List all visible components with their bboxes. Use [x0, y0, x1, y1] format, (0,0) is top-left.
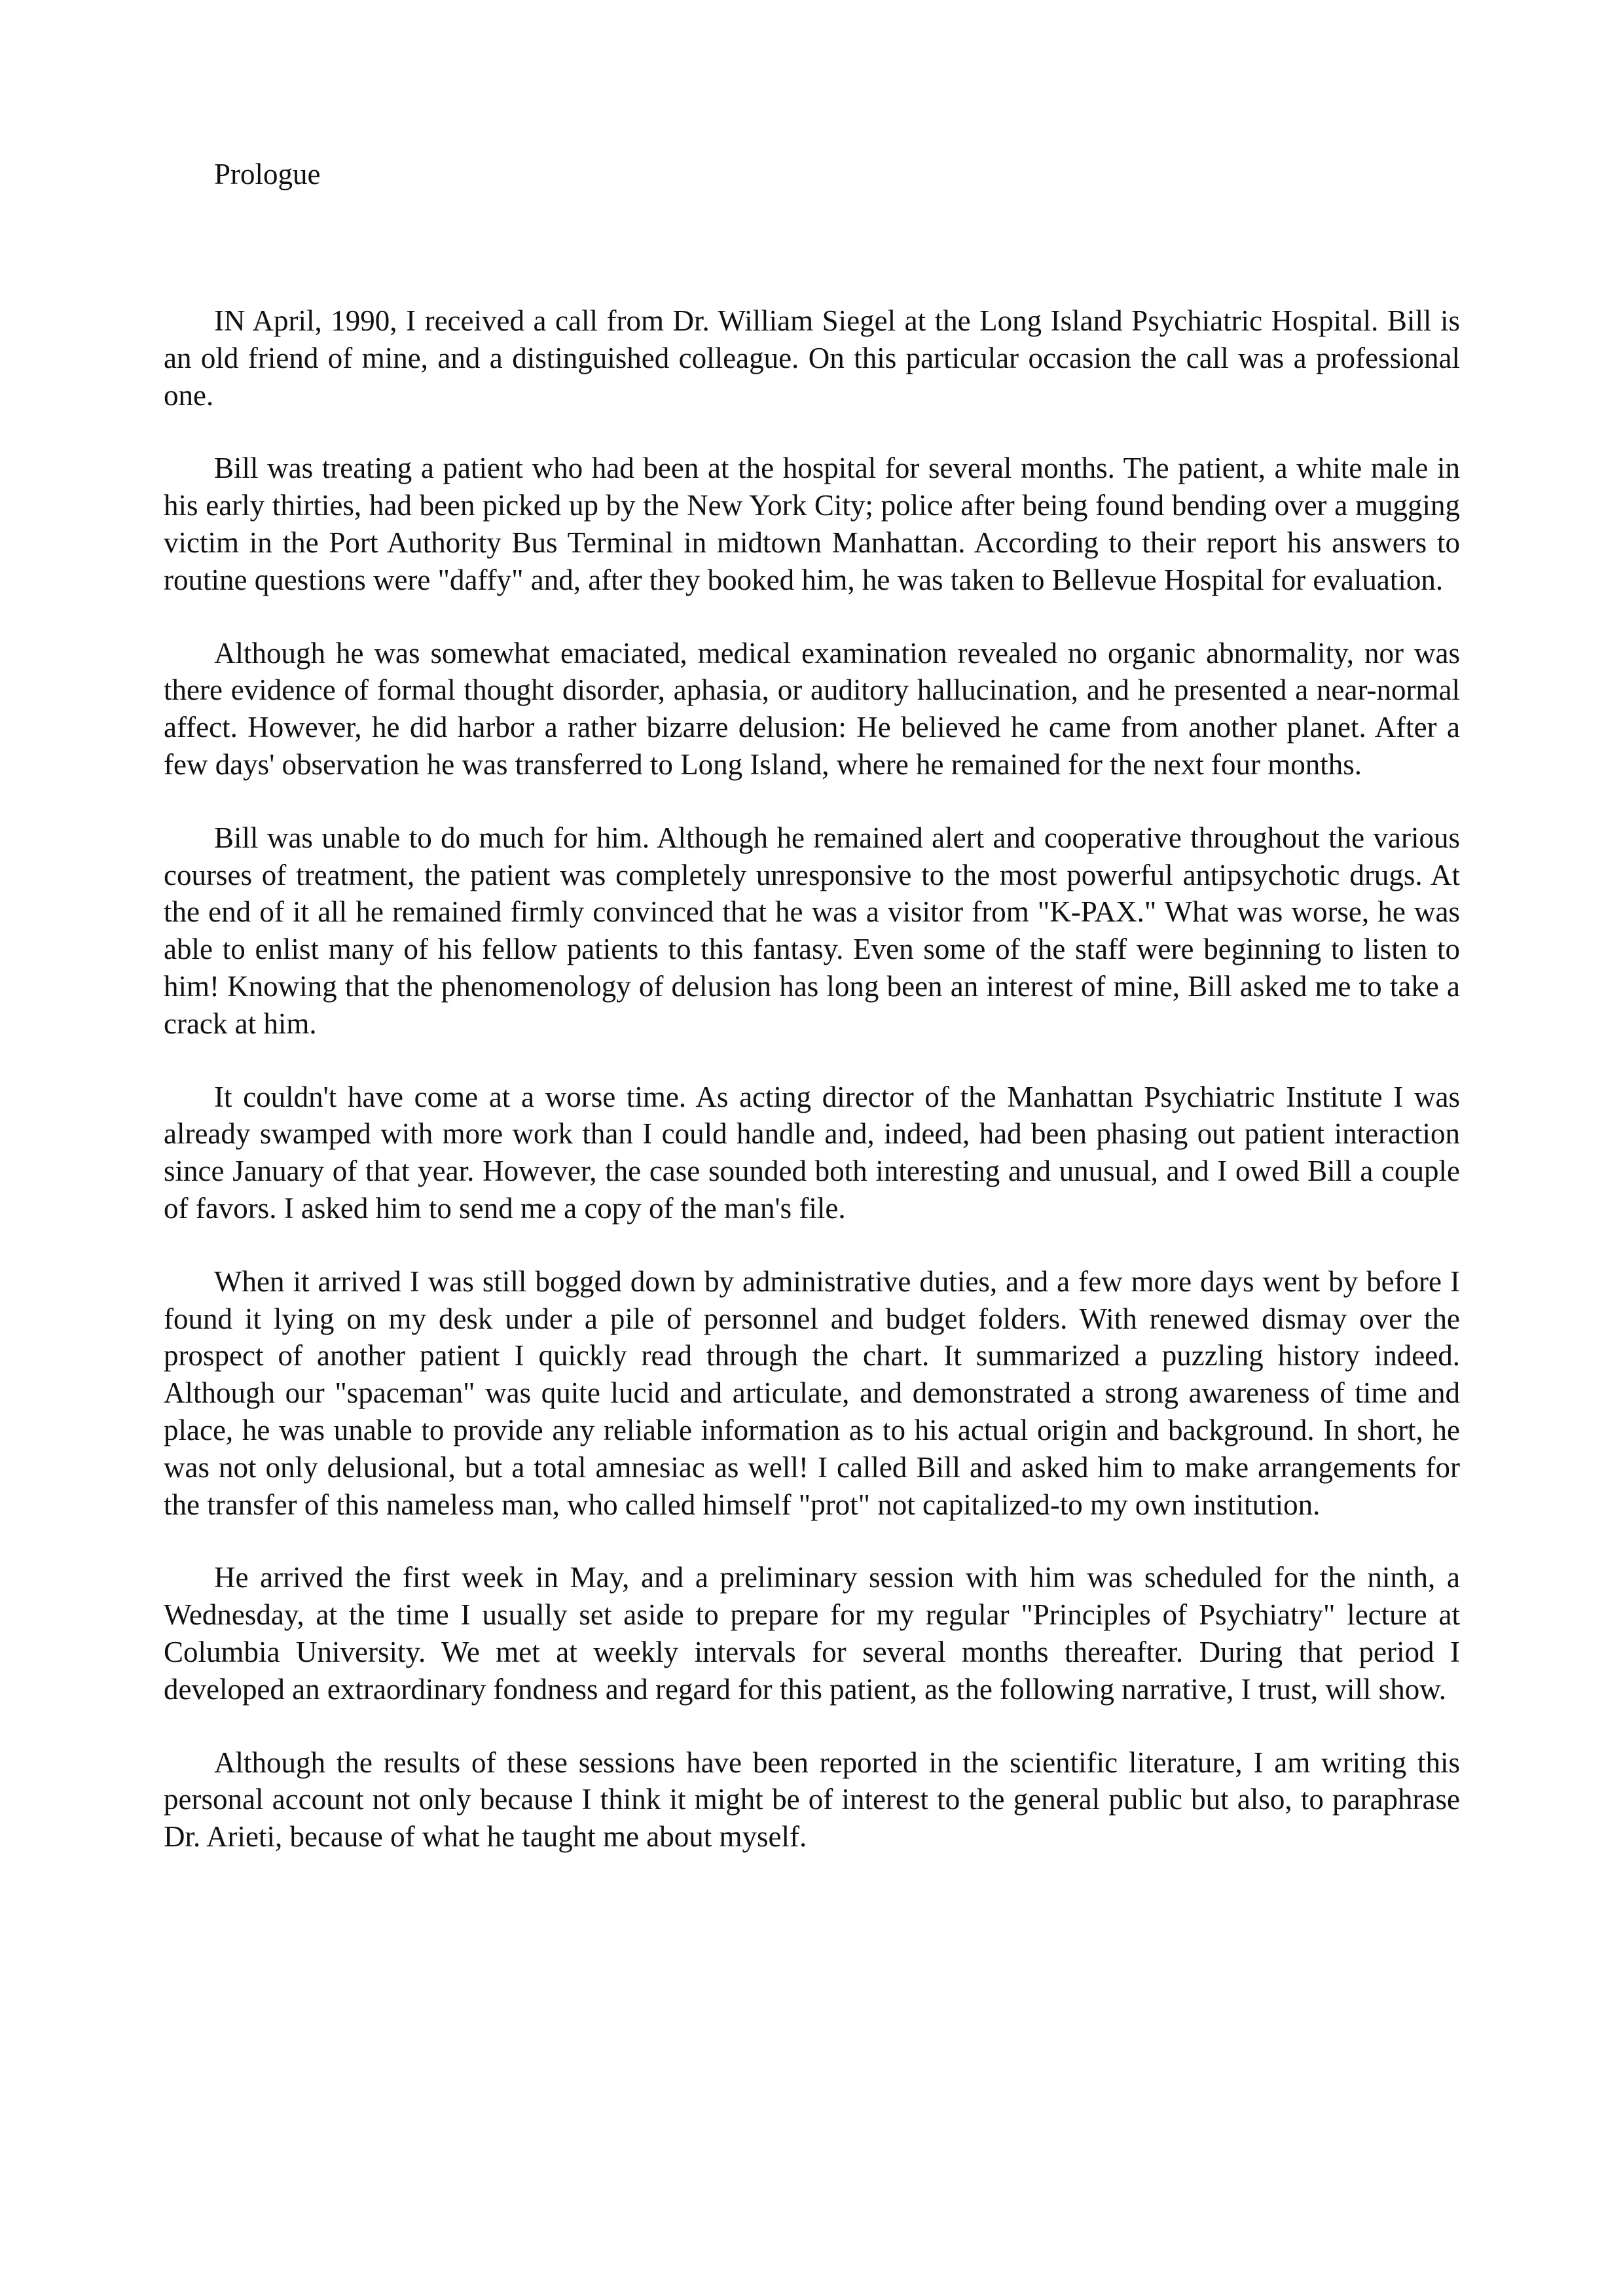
paragraph-6: When it arrived I was still bogged down by administrative duties, and a few more days went by before I found it lying on my desk under a pile of personnel and budget folders. With renewed dismay over the prospect of another patient I quickly read through the chart. It summarized a puzzling history indeed. Although our "spaceman" was quite lucid and articulate, and demonstrated a strong awareness of time and place, he was unable to provide any reliable information as to his actual origin and background. In short, he was not only delusional, but a total amnesiac as well! I called Bill and asked him to make arrangements for the transfer of this nameless man, who called himself "prot" not capitalized-to my own institution.	[164, 1265, 1460, 1521]
body-text	[164, 302, 1460, 1892]
paragraph-7: He arrived the first week in May, and a preliminary session with him was scheduled for the ninth, a Wednesday, at the time I usually set aside to prepare for my regular "Principles of Psychiatry" lecture at Columbia University. We met at weekly intervals for several months thereafter. During that period I developed an extraordinary fondness and regard for this patient, as the following narrative, I trust, will show.	[164, 1561, 1460, 1706]
paragraph-4: Bill was unable to do much for him. Although he remained alert and cooperative throughout the various courses of treatment, the patient was completely unresponsive to the most powerful antipsychotic drugs. At the end of it all he remained firmly convinced that he was a visitor from "K-PAX." What was worse, he was able to enlist many of his fellow patients to this fantasy. Even some of the staff were beginning to listen to him! Knowing that the phenomenology of delusion has long been an interest of mine, Bill asked me to take a crack at him.	[164, 821, 1460, 1040]
page-title: Prologue	[214, 158, 321, 190]
paragraph-8: Although the results of these sessions have been reported in the scientific literature, I am writing this personal account not only because I think it might be of interest to the general public but also, to paraphrase Dr. Arieti, because of what he taught me about myself.	[164, 1746, 1460, 1854]
paragraph-5: It couldn't have come at a worse time. As acting director of the Manhattan Psychiatric Institute I was already swamped with more work than I could handle and, indeed, had been phasing out patient interaction since January of that year. However, the case sounded both interesting and unusual, and I owed Bill a couple of favors. I asked him to send me a copy of the man's file.	[164, 1080, 1460, 1225]
paragraph-1: IN April, 1990, I received a call from Dr. William Siegel at the Long Island Psychiatric Hospital. Bill is an old friend of mine, and a distinguished colleague. On this particular occasion the call was a professional one.	[164, 304, 1460, 412]
paragraph-3: Although he was somewhat emaciated, medical examination revealed no organic abnormality, nor was there evidence of formal thought disorder, aphasia, or auditory hallucination, and he presented a near-normal affect. However, he did harbor a rather bizarre delusion: He believed he came from another planet. After a few days' observation he was transferred to Long Island, where he remained for the next four months.	[164, 636, 1460, 781]
paragraph-2: Bill was treating a patient who had been at the hospital for several months. The patient, a white male in his early thirties, had been picked up by the New York City; police after being found bending over a mugging victim in the Port Authority Bus Terminal in midtown Manhattan. According to their report his answers to routine questions were "daffy" and, after they booked him, he was taken to Bellevue Hospital for evaluation.	[164, 452, 1460, 596]
